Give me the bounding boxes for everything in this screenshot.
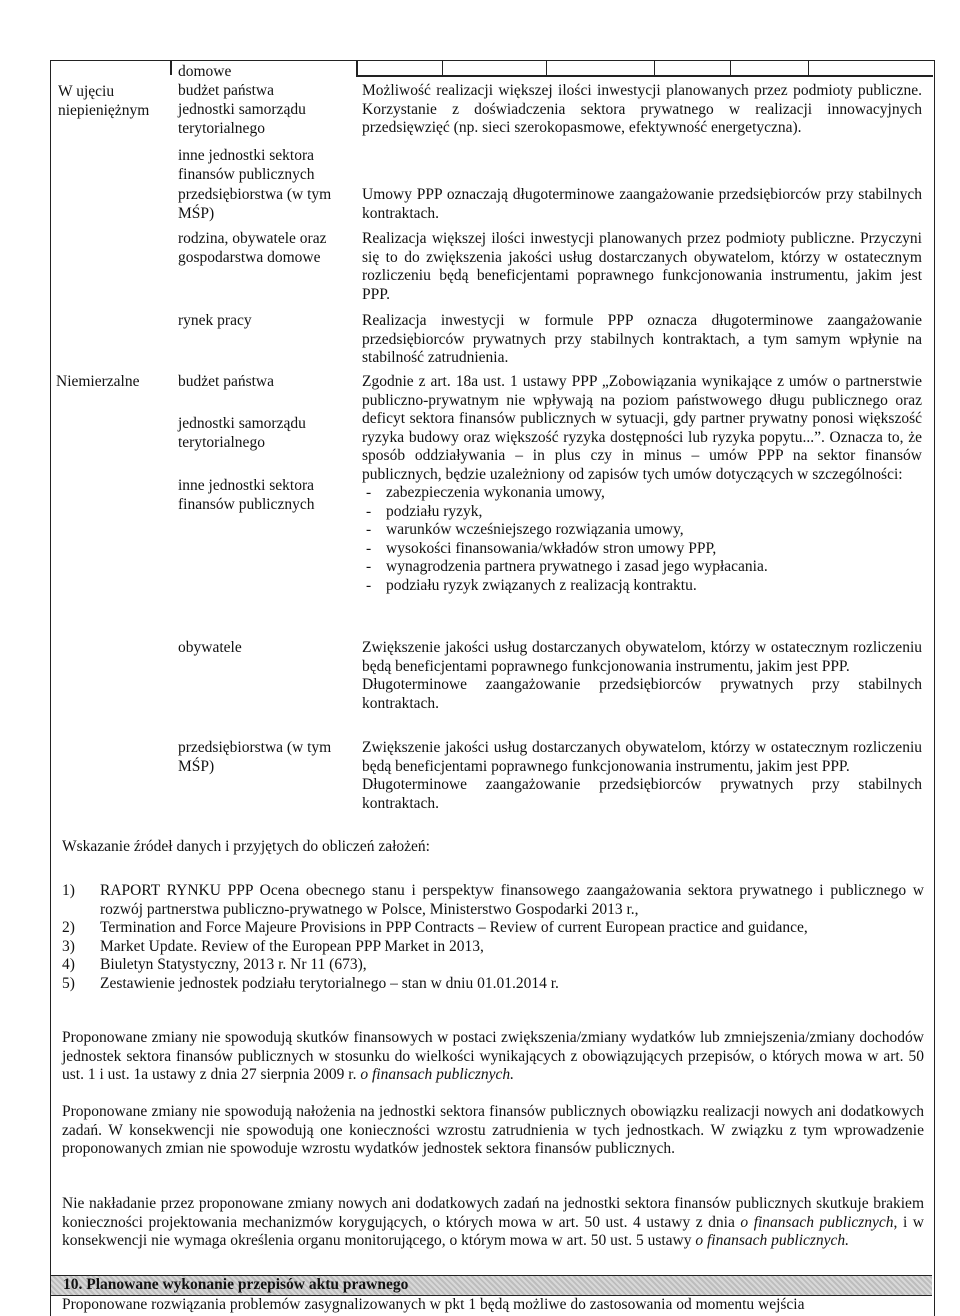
- source-text: Market Update. Review of the European PPP Market in 2013,: [100, 937, 484, 955]
- category-nonmeasurable: Niemierzalne: [56, 373, 140, 390]
- source-number: 5): [62, 974, 75, 992]
- sources-heading: Wskazanie źródeł danych i przyjętych do obliczeń założeń:: [62, 838, 430, 855]
- header-cell-4: [730, 61, 731, 75]
- entity-enterprises-2: przedsiębiorstwa (w tym MŚP): [178, 739, 332, 775]
- header-cell-3: [654, 61, 655, 75]
- entity-state-budget-2: budżet państwa: [178, 373, 274, 390]
- list-item: - wynagrodzenia partnera prywatnego i zasad jego wypłacania.: [362, 558, 922, 577]
- header-cell-2: [546, 61, 547, 75]
- list-item: [62, 938, 924, 957]
- enterprises-long-term: Długoterminowe zaangażowanie przedsiębiorców prywatnych przy stabilnych kontraktach.: [362, 776, 922, 812]
- column-divider-1: [170, 60, 172, 75]
- entity-state-budget: budżet państwa: [178, 82, 274, 99]
- entity-local-government: jednostki samorządu terytorialnego: [178, 101, 306, 137]
- description-enterprises: Umowy PPP oznaczają długoterminowe zaangażowanie przedsiębiorców przy stabilnych kontraktach.: [362, 186, 922, 222]
- source-text: Termination and Force Majeure Provisions in PPP Contracts – Review of current European practice and guidance,: [100, 919, 808, 936]
- entity-citizens: obywatele: [178, 639, 242, 656]
- section-10-text: Proponowane rozwiązania problemów zasygnalizowanych w pkt 1 będą możliwe do zastosowania od momentu wejścia: [62, 1296, 805, 1313]
- entity-enterprises: przedsiębiorstwa (w tym MŚP): [178, 186, 332, 222]
- column-divider-2: [356, 60, 358, 75]
- description-nonmeasurable: [362, 373, 922, 595]
- section-10-title: 10. Planowane wykonanie przepisów aktu prawnego: [63, 1276, 409, 1293]
- entity-other-public-units-2: inne jednostki sektora finansów publicznych: [178, 477, 315, 513]
- risk-list: [362, 484, 922, 595]
- header-cell-5: [808, 61, 809, 75]
- p3-italic-1: o finansach publicznych: [740, 1213, 894, 1231]
- paragraph-no-new-tasks: Proponowane zmiany nie spowodują nałożenia na jednostki sektora finansów publicznych obowiązku realizacji nowych ani dodatkowych zadań. W konsekwencji nie spowodują one konieczności wzrostu zatrudnienia w tych jednostkach. W związku z tym wprowadzenie proponowanych zmian nie spowoduje wzrostu wydatków jednostek sektora finansów publicznych.: [62, 1103, 924, 1157]
- header-cell-1: [442, 61, 443, 75]
- source-number: 2): [62, 919, 75, 936]
- p3-italic-2: o finansach publicznych.: [695, 1232, 850, 1249]
- list-item: [62, 919, 924, 938]
- entity-households-cont: domowe: [178, 63, 232, 80]
- paragraph-no-financial-effects: [62, 1029, 924, 1085]
- entity-other-public-units: inne jednostki sektora finansów publicznych: [178, 147, 315, 183]
- source-number: 4): [62, 956, 75, 973]
- description-labour-market: Realizacja inwestycji w formule PPP oznacza długoterminowe zaangażowanie przedsiębiorców prywatnych przy stabilnych kontraktach, a tym samym wpłynie na stabilność zatrudnienia.: [362, 312, 922, 366]
- list-item: [62, 975, 924, 994]
- p3-text-a: Nie nakładanie przez proponowane zmiany nowych ani dodatkowych zadań na jednostki sektora finansów publicznych skutkuje brakiem konieczności projektowania mechanizmów korygujących, o których mowa w art. 50 ust. 4 ustawy z dnia: [62, 1195, 924, 1231]
- source-number: 3): [62, 937, 75, 955]
- section-10-header: [51, 1275, 932, 1296]
- paragraph-no-corrective-mechanisms: [62, 1195, 924, 1251]
- list-item: - zabezpieczenia wykonania umowy,: [362, 484, 922, 503]
- header-rule: [356, 75, 933, 77]
- description-public-benefits: Możliwość realizacji większej ilości inwestycji planowanych przez podmioty publiczne. Korzystanie z doświadczenia sektora prywatnego w realizacji innowacyjnych przedsięwzięć (np. sieci szerokopasmowe, efektywność energetyczna).: [362, 82, 922, 136]
- p1-italic: o finansach publicznych.: [360, 1066, 515, 1083]
- p1-text: Proponowane zmiany nie spowodują skutków finansowych w postaci zwiększenia/zmiany wydatków lub zmniejszenia/zmiany dochodów jednostek sektora finansów publicznych w stosunku do wielkości wynikających z obowiązujących przepisów, o których mowa w art. 50 ust. 1 i ust. 1a ustawy z dnia 27 sierpnia 2009 r.: [62, 1029, 924, 1083]
- list-item: - podziału ryzyk,: [362, 503, 922, 522]
- citizens-long-term: Długoterminowe zaangażowanie przedsiębiorców prywatnych przy stabilnych kontraktach.: [362, 676, 922, 712]
- entity-local-government-2: jednostki samorządu terytorialnego: [178, 415, 306, 451]
- source-text: Biuletyn Statystyczny, 2013 r. Nr 11 (673),: [100, 956, 367, 973]
- description-enterprises-2: [362, 739, 922, 813]
- source-text: RAPORT RYNKU PPP Ocena obecnego stanu i perspektyw finansowego zaangażowania sektora prywatnego i publicznego w rozwój partnerstwa publiczno-prywatnego w Polsce, Ministerstwo Gospodarki 2013 r.,: [100, 882, 924, 918]
- description-families: Realizacja większej ilości inwestycji planowanych przez podmioty publiczne. Przyczyni się to do zwiększenia jakości usług dostarczanych obywatelom, którzy w ostatecznym rozliczeniu będą beneficjentami poprawnego funkcjonowania instrumentu, jakim jest PPP.: [362, 230, 922, 303]
- nonmeasurable-intro: Zgodnie z art. 18a ust. 1 ustawy PPP „Zobowiązania wynikające z umów o partnerstwie publiczno-prywatnym nie wpływają na poziom państwowego długu publicznego oraz deficyt sektora finansów publicznych w sytuacji, gdy partner prywatny ponosi większość ryzyka budowy oraz większość ryzyka dostępności lub ryzyka popytu...”. Oznacza to, że sposób oddziaływania – in plus czy in minus – umów PPP na sektor finansów publicznych, będzie uzależniony od zapisów tych umów dotyczących w szczególności:: [362, 373, 922, 483]
- list-item: - warunków wcześniejszego rozwiązania umowy,: [362, 521, 922, 540]
- entity-families: rodzina, obywatele oraz gospodarstwa domowe: [178, 230, 327, 266]
- description-citizens: [362, 639, 922, 713]
- source-number: 1): [62, 882, 75, 899]
- p3-text-b: , i w konsekwencji nie wymaga określenia organu monitorującego, o którym mowa w art. 50 ust. 5 ustawy: [62, 1213, 925, 1249]
- list-item: - wysokości finansowania/wkładów stron umowy PPP,: [362, 540, 922, 559]
- list-item: [62, 882, 924, 919]
- list-item: [62, 956, 924, 975]
- sources-list: [62, 882, 924, 993]
- list-item: - podziału ryzyk związanych z realizacją kontraktu.: [362, 577, 922, 596]
- source-text: Zestawienie jednostek podziału terytorialnego – stan w dniu 01.01.2014 r.: [100, 974, 559, 992]
- entity-labour-market: rynek pracy: [178, 312, 252, 329]
- category-nonmonetary: W ujęciu niepieniężnym: [58, 83, 150, 119]
- enterprises-quality: Zwiększenie jakości usług dostarczanych obywatelom, którzy w ostatecznym rozliczeniu będą beneficjentami poprawnego funkcjonowania instrumentu, jakim jest PPP.: [362, 739, 922, 775]
- citizens-quality: Zwiększenie jakości usług dostarczanych obywatelom, którzy w ostatecznym rozliczeniu będą beneficjentami poprawnego funkcjonowania instrumentu, jakim jest PPP.: [362, 639, 922, 675]
